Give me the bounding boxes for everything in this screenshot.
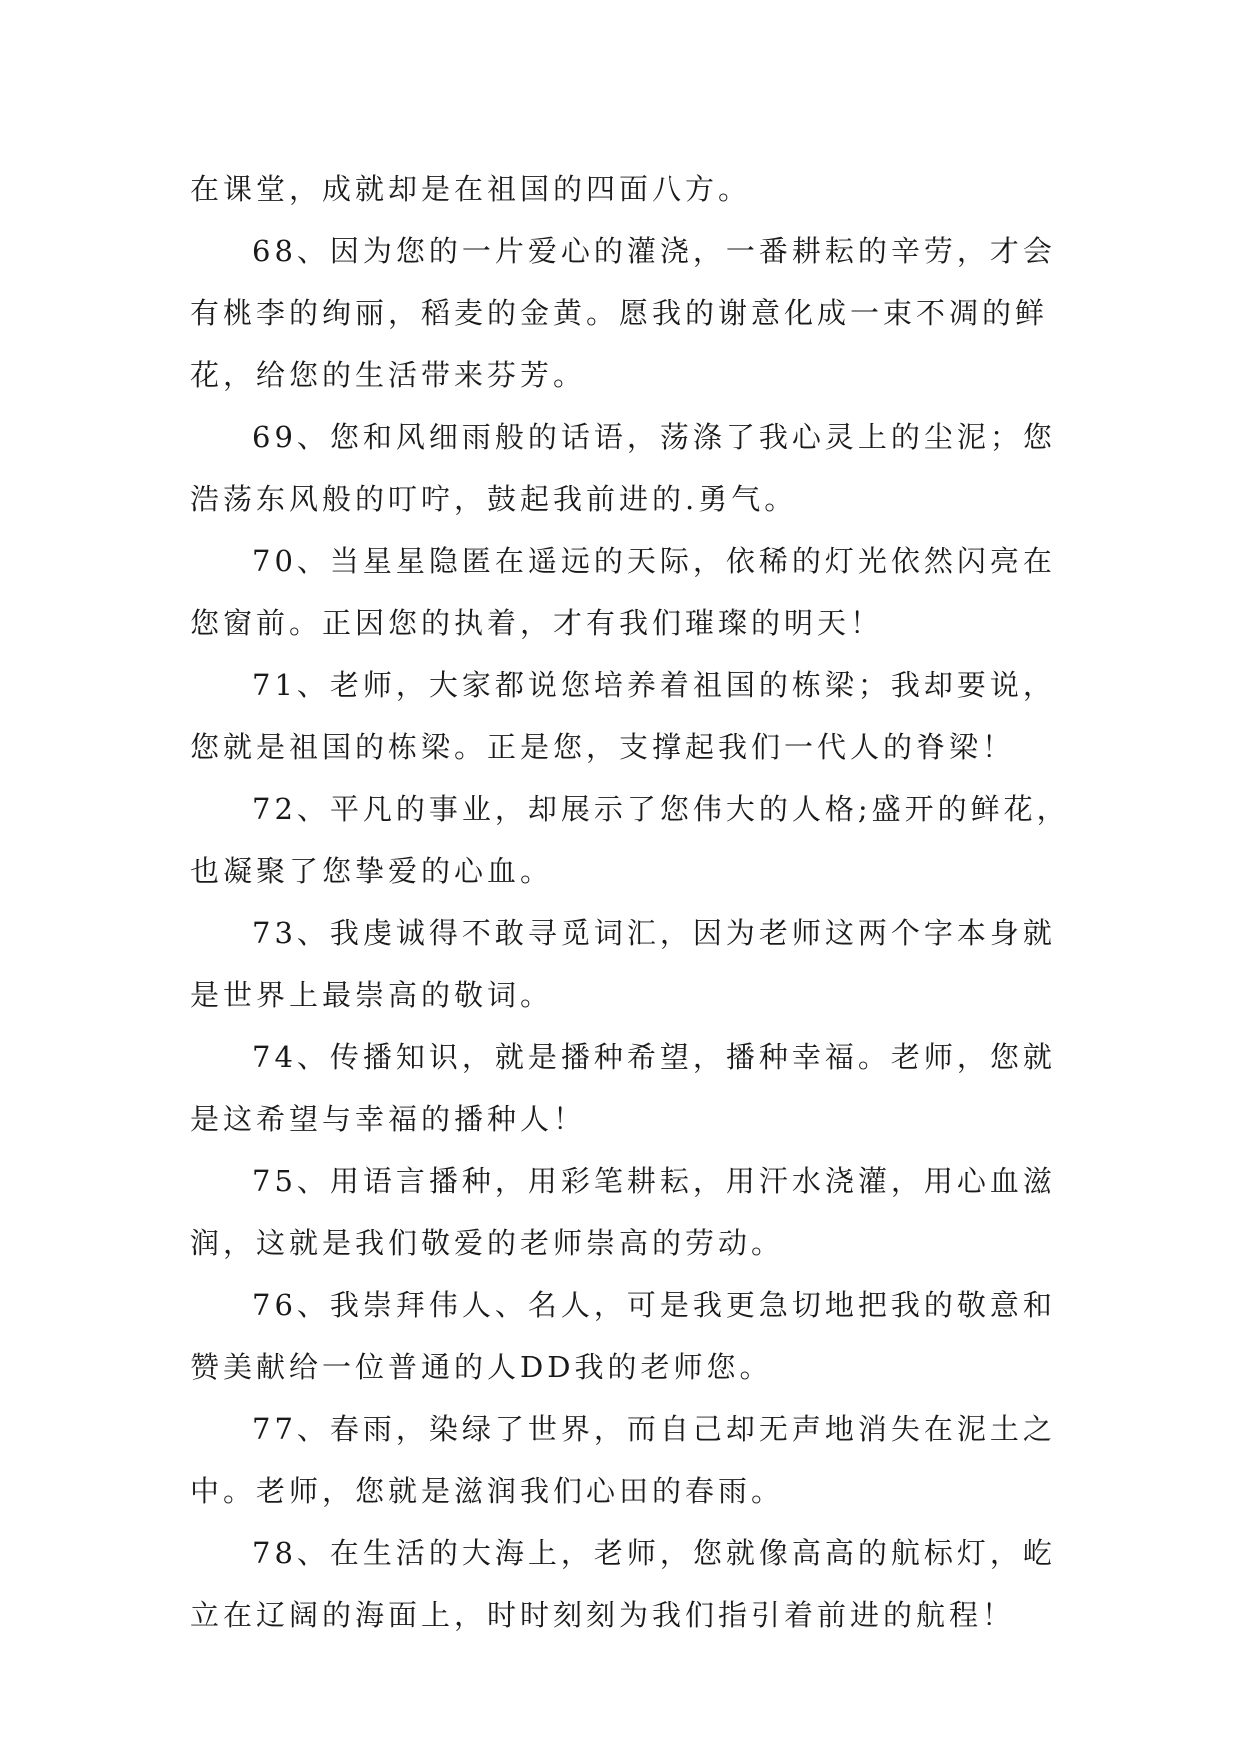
paragraph-68: 68、因为您的一片爱心的灌浇，一番耕耘的辛劳，才会有桃李的绚丽，稻麦的金黄。愿我的谢意化成一束不凋的鲜花，给您的生活带来芬芳。 — [190, 234, 1056, 392]
paragraph-74: 74、传播知识，就是播种希望，播种幸福。老师，您就是这希望与幸福的播种人！ — [190, 1040, 1056, 1136]
document-body — [190, 158, 1070, 1646]
paragraph-69: 69、您和风细雨般的话语，荡涤了我心灵上的尘泥；您浩荡东风般的叮咛，鼓起我前进的.勇气。 — [190, 420, 1056, 516]
paragraph-75: 75、用语言播种，用彩笔耕耘，用汗水浇灌，用心血滋润，这就是我们敬爱的老师崇高的劳动。 — [190, 1164, 1056, 1260]
paragraph-76: 76、我崇拜伟人、名人，可是我更急切地把我的敬意和赞美献给一位普通的人DD我的老师您。 — [190, 1288, 1056, 1384]
paragraph-70: 70、当星星隐匿在遥远的天际，依稀的灯光依然闪亮在您窗前。正因您的执着，才有我们璀璨的明天！ — [190, 544, 1056, 640]
paragraph-continuation: 在课堂，成就却是在祖国的四面八方。 — [190, 172, 752, 206]
paragraph-77: 77、春雨，染绿了世界，而自己却无声地消失在泥土之中。老师，您就是滋润我们心田的春雨。 — [190, 1412, 1056, 1508]
paragraph-73: 73、我虔诚得不敢寻觅词汇，因为老师这两个字本身就是世界上最崇高的敬词。 — [190, 916, 1056, 1012]
paragraph-72: 72、平凡的事业，却展示了您伟大的人格;盛开的鲜花，也凝聚了您挚爱的心血。 — [190, 792, 1070, 888]
paragraph-78: 78、在生活的大海上，老师，您就像高高的航标灯，屹立在辽阔的海面上，时时刻刻为我们指引着前进的航程！ — [190, 1536, 1056, 1632]
paragraph-71: 71、老师，大家都说您培养着祖国的栋梁；我却要说，您就是祖国的栋梁。正是您，支撑起我们一代人的脊梁！ — [190, 668, 1056, 764]
